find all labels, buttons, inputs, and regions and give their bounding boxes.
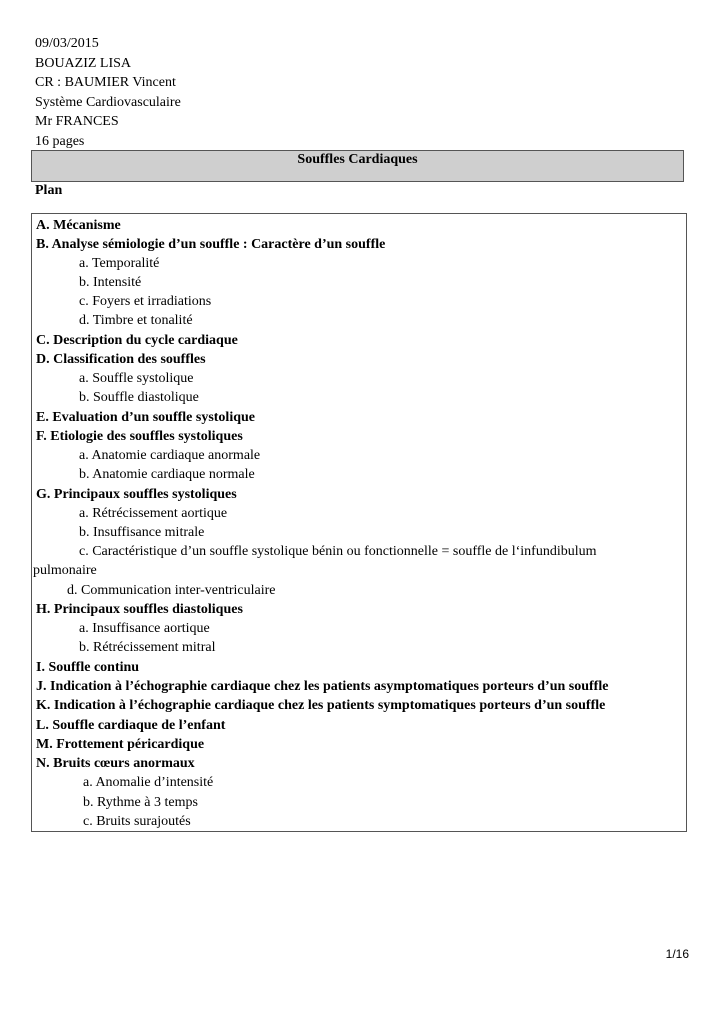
toc-subsection: a. Souffle systolique [79,371,194,386]
plan-heading: Plan [35,183,63,198]
toc-subsection: b. Rythme à 3 temps [83,795,198,810]
toc-section: E. Evaluation d’un souffle systolique [36,410,255,425]
toc-section: D. Classification des souffles [36,352,206,367]
toc-subsection: a. Insuffisance aortique [79,621,210,636]
toc-section: K. Indication à l’échographie cardiaque chez les patients symptomatiques porteurs d’un souffle [36,698,606,713]
toc-section: F. Etiologie des souffles systoliques [36,429,243,444]
date: 09/03/2015 [35,36,99,51]
toc-subsection: a. Rétrécissement aortique [79,506,228,521]
toc-subsection: b. Anatomie cardiaque normale [79,467,255,482]
toc-subsection: c. Bruits surajoutés [83,814,191,829]
author: BOUAZIZ LISA [35,55,132,71]
toc-section: I. Souffle continu [36,660,140,675]
toc-section: A. Mécanisme [36,218,121,233]
teacher: Mr FRANCES [35,114,119,129]
document-header [35,34,181,151]
toc-section: N. Bruits cœurs anormaux [36,756,195,771]
page-count: 16 pages [35,133,85,149]
toc-subsection: a. Anatomie cardiaque anormale [79,448,261,463]
toc-subsection: b. Intensité [79,275,142,290]
toc-subsection: b. Rétrécissement mitral [79,640,216,655]
title-banner [31,150,684,182]
toc-subsection: b. Souffle diastolique [79,390,199,405]
table-of-contents [31,213,687,832]
toc-section: L. Souffle cardiaque de l’enfant [36,718,226,733]
toc-section: M. Frottement péricardique [36,737,205,752]
toc-subsection: d. Timbre et tonalité [79,313,193,328]
toc-section: J. Indication à l’échographie cardiaque chez les patients asymptomatiques porteurs d’un souffle [36,679,609,694]
toc-subsection: a. Temporalité [79,256,160,271]
toc-section: G. Principaux souffles systoliques [36,487,237,502]
toc-subsection: c. Caractéristique d’un souffle systolique bénin ou fonctionnelle = souffle de l‘infundibulum [79,544,597,559]
module: Système Cardiovasculaire [35,94,181,110]
toc-subsection-continuation: pulmonaire [33,563,97,578]
toc-subsection: b. Insuffisance mitrale [79,525,205,540]
toc-section: B. Analyse sémiologie d’un souffle : Caractère d’un souffle [36,237,386,252]
reviewer: CR : BAUMIER Vincent [35,75,176,90]
page-number: 1/16 [665,947,689,961]
toc-section: H. Principaux souffles diastoliques [36,602,243,617]
toc-subsection: a. Anomalie d’intensité [83,775,214,790]
toc-subsection: d. Communication inter-ventriculaire [67,583,276,598]
toc-subsection: c. Foyers et irradiations [79,294,212,309]
document-title: Souffles Cardiaques [297,152,418,167]
toc-section: C. Description du cycle cardiaque [36,333,238,348]
